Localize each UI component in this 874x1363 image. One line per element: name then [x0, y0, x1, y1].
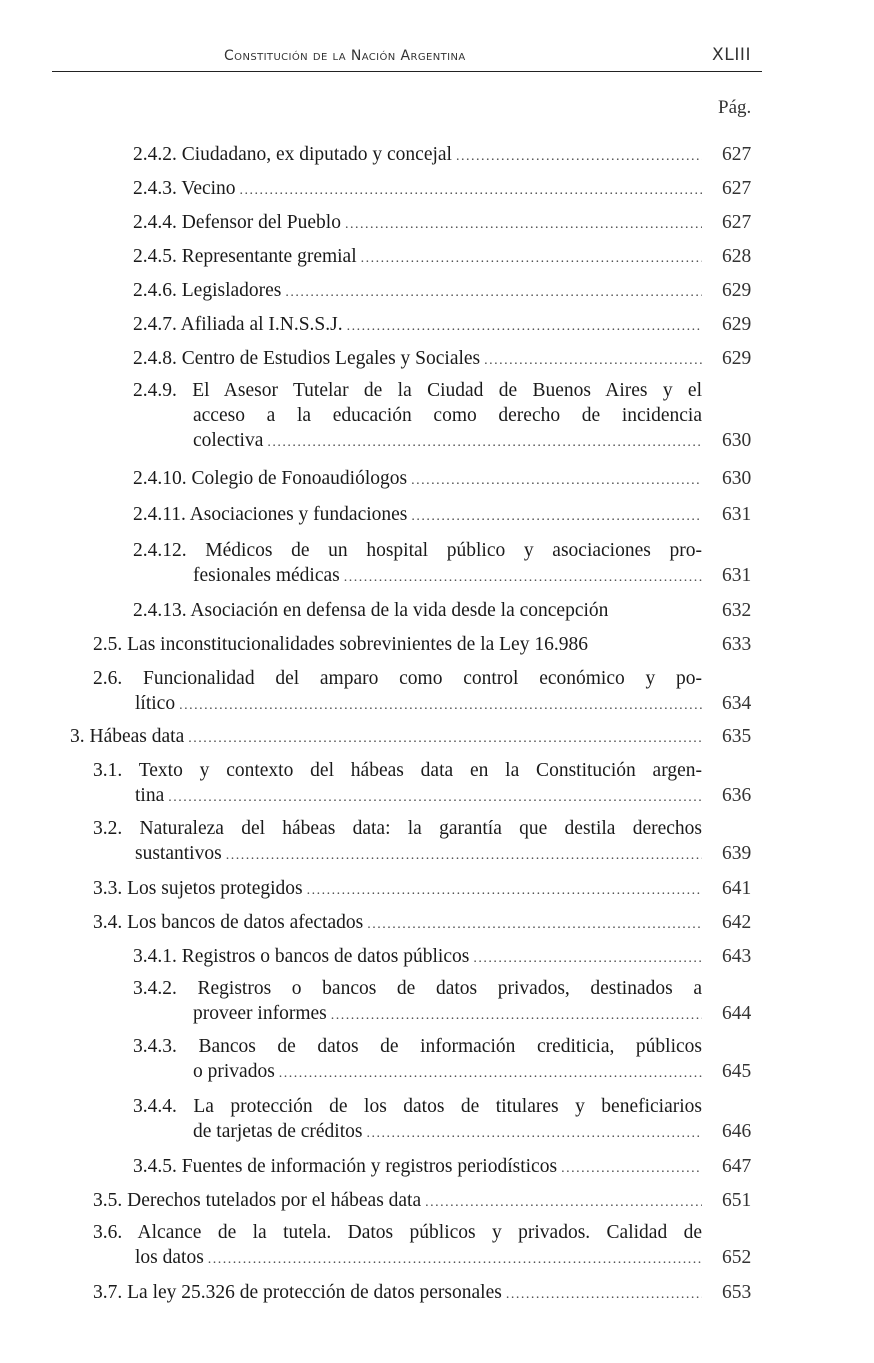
toc-entry-title [93, 816, 702, 868]
toc-entry-line [133, 944, 702, 971]
dot-leader [345, 212, 702, 237]
toc-entry-title [133, 466, 702, 493]
toc-entry-line [70, 724, 702, 751]
toc-entry-title [133, 976, 702, 1028]
dot-leader [456, 144, 702, 169]
toc-entry-text: 2.4.3. Vecino [133, 178, 236, 199]
toc-entry-title [93, 1220, 702, 1272]
toc-page-number: 627 [722, 144, 752, 165]
toc-entry-title [133, 142, 702, 169]
toc-entry-line [133, 1001, 702, 1028]
dot-leader [188, 726, 702, 751]
toc-entry-text: proveer informes [193, 1003, 327, 1024]
toc-entry-text: 3.5. Derechos tutelados por el hábeas data [93, 1190, 422, 1211]
dot-leader [267, 430, 702, 455]
toc-entry-title [133, 346, 702, 373]
toc-page-number: 645 [722, 1061, 752, 1082]
toc-entry-line [93, 841, 702, 868]
toc-page-number: 633 [722, 634, 752, 655]
dot-leader [347, 314, 702, 339]
dot-leader [179, 693, 702, 718]
toc-entry-text: 3. Hábeas data [70, 726, 185, 747]
dot-leader [367, 912, 702, 937]
toc-page-number: 651 [722, 1190, 752, 1211]
toc-entry-line: 3.2. Naturaleza del hábeas data: la garantía que destila derechos [93, 818, 702, 839]
toc-entry-title [133, 502, 702, 529]
toc-entry-line [93, 691, 702, 718]
toc-entry-line: 3.4.2. Registros o bancos de datos privados, destinados a [133, 978, 702, 999]
toc-entry-line [93, 1188, 702, 1215]
dot-leader [506, 1282, 702, 1307]
toc-entry-title [133, 538, 702, 590]
toc-entry-text: 3.7. La ley 25.326 de protección de datos personales [93, 1282, 502, 1303]
toc-entry-title [93, 758, 702, 810]
toc-entry-line [93, 783, 702, 810]
toc-page-number: 647 [722, 1156, 752, 1177]
header-rule [52, 71, 762, 72]
toc-entry-line [133, 244, 702, 271]
toc-page-number: 652 [722, 1247, 752, 1268]
toc-entry-line [133, 210, 702, 237]
toc-page-number: 644 [722, 1003, 752, 1024]
toc-entry-title [133, 176, 702, 203]
toc-entry-text: sustantivos [135, 843, 222, 864]
toc-entry-text: fesionales médicas [193, 565, 340, 586]
toc-entry-line [133, 598, 702, 623]
toc-entry-text: 3.4. Los bancos de datos afectados [93, 912, 364, 933]
dot-leader [473, 946, 702, 971]
toc-page-number: 630 [722, 468, 752, 489]
toc-entry-title [133, 1034, 702, 1086]
toc-page-number: 627 [722, 212, 752, 233]
toc-entry-text: 3.4.5. Fuentes de información y registros periodísticos [133, 1156, 558, 1177]
toc-entry-line [93, 876, 702, 903]
toc-entry-text: 2.4.13. Asociación en defensa de la vida desde la concepción [133, 600, 609, 621]
toc-entry-line [133, 563, 702, 590]
toc-entry-title [133, 244, 702, 271]
toc-page-number: 634 [722, 693, 752, 714]
toc-entry-line [133, 428, 702, 455]
toc-entry-text: tina [135, 785, 165, 806]
toc-entry-text: 2.4.6. Legisladores [133, 280, 282, 301]
toc-page-number: 630 [722, 430, 752, 451]
toc-page-number: 631 [722, 504, 752, 525]
toc-entry-line: 2.6. Funcionalidad del amparo como control económico y po- [93, 668, 702, 689]
running-head-title: Constitución de la Nación Argentina [224, 48, 466, 64]
toc-page-number: 627 [722, 178, 752, 199]
dot-leader [226, 843, 702, 868]
toc-page-number: 641 [722, 878, 752, 899]
dot-leader [411, 468, 702, 493]
toc-entry-title [133, 944, 702, 971]
toc-page-number: 646 [722, 1121, 752, 1142]
toc-entry-text: o privados [193, 1061, 275, 1082]
toc-page-number: 635 [722, 726, 752, 747]
page-column-label: Pág. [718, 97, 752, 118]
toc-entry-line: 3.4.3. Bancos de datos de información crediticia, públicos [133, 1036, 702, 1057]
toc-entry-title [133, 1154, 702, 1181]
toc-entry-text: 2.4.5. Representante gremial [133, 246, 357, 267]
dot-leader [168, 785, 702, 810]
toc-entry-title [133, 598, 702, 623]
dot-leader [279, 1061, 702, 1086]
toc-entry-line: 2.4.12. Médicos de un hospital público y asociaciones pro- [133, 540, 702, 561]
toc-entry-text: 3.3. Los sujetos protegidos [93, 878, 303, 899]
dot-leader [344, 565, 702, 590]
dot-leader [307, 878, 702, 903]
toc-entry-line [133, 142, 702, 169]
dot-leader [425, 1190, 702, 1215]
toc-entry-text: 2.4.8. Centro de Estudios Legales y Sociales [133, 348, 481, 369]
page-folio: XLIII [712, 45, 752, 65]
toc-page-number: 629 [722, 348, 752, 369]
toc-page-number: 643 [722, 946, 752, 967]
toc-entry-text: lítico [135, 693, 176, 714]
toc-entry-text: de tarjetas de créditos [193, 1121, 363, 1142]
toc-page-number: 628 [722, 246, 752, 267]
toc-entry-title [93, 666, 702, 718]
toc-entry-line [133, 1154, 702, 1181]
dot-leader [285, 280, 702, 305]
toc-entry-title [93, 910, 702, 937]
toc-page-number: 639 [722, 843, 752, 864]
toc-page-number: 653 [722, 1282, 752, 1303]
toc-entry-title [93, 1188, 702, 1215]
toc-page-number: 631 [722, 565, 752, 586]
toc-entry-text: los datos [135, 1247, 204, 1268]
toc-entry-line: 2.4.9. El Asesor Tutelar de la Ciudad de Buenos Aires y el [133, 380, 702, 401]
toc-entry-title [133, 210, 702, 237]
toc-entry-text: 3.4.1. Registros o bancos de datos públicos [133, 946, 470, 967]
toc-entry-title [93, 632, 702, 657]
toc-entry-text: 2.4.4. Defensor del Pueblo [133, 212, 341, 233]
toc-entry-line [133, 278, 702, 305]
dot-leader [366, 1121, 702, 1146]
toc-entry-title [93, 1280, 702, 1307]
toc-entry-title [93, 876, 702, 903]
toc-entry-text: 2.4.10. Colegio de Fonoaudiólogos [133, 468, 408, 489]
toc-entry-text: 2.4.7. Afiliada al I.N.S.S.J. [133, 314, 343, 335]
toc-entry-text: 2.4.11. Asociaciones y fundaciones [133, 504, 408, 525]
toc-entry-title [133, 1094, 702, 1146]
dot-leader [484, 348, 702, 373]
toc-entry-title [133, 278, 702, 305]
toc-entry-line [93, 1245, 702, 1272]
toc-entry-line [133, 502, 702, 529]
toc-entry-line: 3.4.4. La protección de los datos de titulares y beneficiarios [133, 1096, 702, 1117]
dot-leader [331, 1003, 702, 1028]
toc-entry-text: 2.5. Las inconstitucionalidades sobrevinientes de la Ley 16.986 [93, 634, 588, 655]
dot-leader [561, 1156, 702, 1181]
toc-entry-line: 3.1. Texto y contexto del hábeas data en la Constitución argen- [93, 760, 702, 781]
toc-entry-text: 2.4.2. Ciudadano, ex diputado y concejal [133, 144, 452, 165]
toc-entry-line [93, 910, 702, 937]
toc-entry-line [133, 312, 702, 339]
toc-entry-line [133, 176, 702, 203]
toc-page-number: 632 [722, 600, 752, 621]
dot-leader [240, 178, 702, 203]
toc-entry-title [70, 724, 702, 751]
toc-entry-title [133, 312, 702, 339]
toc-entry-line [93, 632, 702, 657]
dot-leader [411, 504, 702, 529]
toc-page-number: 629 [722, 280, 752, 301]
toc-entry-line: acceso a la educación como derecho de incidencia [193, 405, 702, 426]
toc-entry-line [133, 1059, 702, 1086]
toc-page-number: 642 [722, 912, 752, 933]
toc-entry-line: 3.6. Alcance de la tutela. Datos públicos y privados. Calidad de [93, 1222, 702, 1243]
toc-entry-text: colectiva [193, 430, 264, 451]
toc-entry-line [93, 1280, 702, 1307]
toc-entry-line [133, 466, 702, 493]
toc-page-number: 629 [722, 314, 752, 335]
dot-leader [361, 246, 702, 271]
toc-entry-title [133, 378, 702, 455]
dot-leader [208, 1247, 702, 1272]
toc-entry-line [133, 1119, 702, 1146]
toc-page-number: 636 [722, 785, 752, 806]
toc-entry-line [133, 346, 702, 373]
